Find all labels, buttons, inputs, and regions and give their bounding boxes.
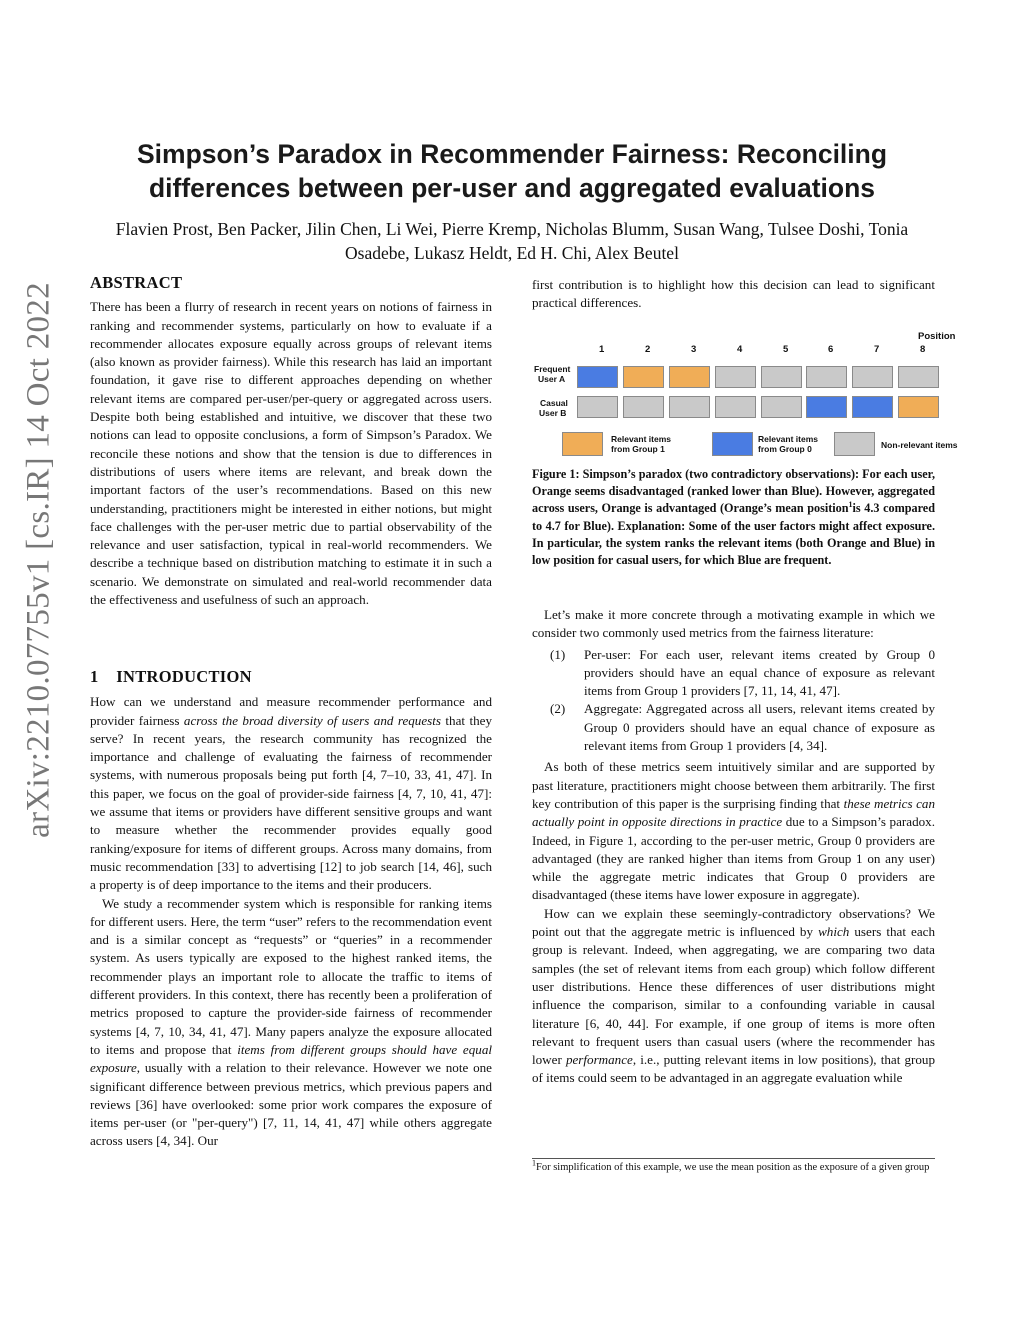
row-a-item-5-gray [761, 366, 802, 388]
right-column-top [532, 276, 935, 313]
row-b-item-7-blue [852, 396, 893, 418]
position-axis-label: Position [918, 331, 956, 342]
row-b-item-2-gray [623, 396, 664, 418]
position-label-7: 7 [874, 344, 880, 355]
row-b-item-5-gray [761, 396, 802, 418]
motivating-example: Let’s make it more concrete through a motivating example in which we consider two commonly used metrics from the fairness literature: [532, 607, 935, 641]
row-a-item-6-gray [806, 366, 847, 388]
list-item: (2) Aggregate: Aggregated across all users, relevant items created by Group 0 providers should have an equal chance of exposure as relevant items from Group 1 providers [4, 34]. [550, 701, 935, 754]
footnote [532, 1158, 935, 1175]
row-a-item-8-gray [898, 366, 939, 388]
row-a-item-7-gray [852, 366, 893, 388]
metric-list [532, 646, 935, 756]
footnote-ref: 1 [848, 500, 853, 510]
section-title: INTRODUCTION [116, 667, 252, 686]
row-a-label: Frequent User A [534, 364, 571, 384]
row-b-item-6-blue [806, 396, 847, 418]
introduction-heading [90, 668, 492, 686]
position-label-8: 8 [920, 344, 926, 355]
author-list: Flavien Prost, Ben Packer, Jilin Chen, Li Wei, Pierre Kremp, Nicholas Blumm, Susan Wang, Tulsee Doshi, Tonia Osadebe, Lukasz Heldt, Ed H. Chi, Alex Beutel [115, 219, 909, 263]
row-a-item-3-orange [669, 366, 710, 388]
introduction-section [90, 668, 492, 1151]
arxiv-id: arXiv:2210.07755v1 [cs.IR] 14 Oct 2022 [20, 282, 57, 838]
row-b-item-1-gray [577, 396, 618, 418]
footnote-mark: 1 [532, 1158, 536, 1168]
row-a-item-2-orange [623, 366, 664, 388]
row-b-label: Casual User B [539, 398, 568, 418]
right-column-body [532, 606, 935, 1088]
row-b-item-3-gray [669, 396, 710, 418]
right-paragraph-3: How can we explain these seemingly-contradictory observations? We point out that the aggregate metric is influenced by which users that each group is relevant. Indeed, when aggregating, we are comparing two data samples (the set of relevant items from each group) which follow different user distributions. Hence these differences of user distributions might influence the comparison, similar to a confounding variable in causal literature [6, 40, 44]. For example, if one group of items is more often relevant to frequent users than casual users (where the recommender has lower performance, i.e., putting relevant items in low positions), that group of items could seem to be advantaged in an aggregate evaluation while [532, 905, 935, 1086]
legend-swatch-orange [562, 432, 603, 456]
legend-label-blue: Relevant items from Group 0 [758, 434, 818, 454]
position-label-1: 1 [599, 344, 605, 355]
row-b-item-4-gray [715, 396, 756, 418]
figure-caption: Figure 1: Simpson’s paradox (two contradictory observations): For each user, Orange seems disadvantaged (ranked lower than Blue). However, aggregated across users, Orange is advantaged (Orange’s mean position$^1$is 4.3 compared to 4.7 for Blue). Explanation: Some of the user factors might affect exposure. In particular, the system ranks the relevant items (both Orange and Blue) in low position for casual users, for which Blue are frequent. [532, 467, 935, 568]
position-label-6: 6 [828, 344, 834, 355]
arxiv-stamp [16, 170, 62, 950]
footnote-text: For simplification of this example, we use the mean position as the exposure of a given group [536, 1162, 930, 1173]
contribution-text: first contribution is to highlight how this decision can lead to significant practical differences. [532, 277, 935, 311]
abstract-section [90, 274, 492, 609]
abstract-heading: ABSTRACT [90, 273, 183, 292]
position-label-2: 2 [645, 344, 651, 355]
position-label-3: 3 [691, 344, 697, 355]
legend-label-orange: Relevant items from Group 1 [611, 434, 671, 454]
list-item: (1) Per-user: For each user, relevant items created by Group 0 providers should have an equal chance of exposure as relevant items from Group 1 providers [7, 11, 14, 41, 47]. [550, 646, 935, 699]
position-label-5: 5 [783, 344, 789, 355]
intro-paragraph-1: How can we understand and measure recommender performance and provider fairness across the broad diversity of users and requests that they serve? In recent years, the research community has recognized the importance and challenge of evaluating the fairness of recommender systems, with numerous proposals being put forth [4, 7–10, 33, 41, 47]. In this paper, we focus on the goal of provider-side fairness [4, 7, 10, 41, 47]: we assume that items or providers have different sensitive groups and want to measure whether the recommender provides equally good ranking/exposure for items of different groups. Across many domains, from music recommendation [33] to advertising [12] to job search [14, 46], such a property is of deep importance to the items and their producers. [90, 694, 492, 893]
row-a-item-1-blue [577, 366, 618, 388]
legend-label-gray: Non-relevant items [881, 440, 958, 450]
intro-paragraph-2: We study a recommender system which is responsible for ranking items for different users. Here, the term “user” refers to the recommendation event and is a similar concept as “requests” or “queries” in a recommender system. As users typically are exposed to the highest ranked items, the recommender plays an important role to allocate the traffic to items of different providers. In this context, there has recently been a proliferation of metrics proposed to capture the provider-side fairness of recommender systems [4, 7, 10, 34, 41, 47]. Many papers analyze the exposure allocated to items and propose that items from different groups should have equal exposure, usually with a relation to their relevance. However we note one significant difference between previous metrics, which previous papers and reviews [36] have overlooked: some prior work compares the exposure of items per-user (or "per-query") [7, 11, 14, 41, 47] while others aggregate across users [4, 34]. Our [90, 895, 492, 1149]
section-number: 1 [90, 667, 99, 686]
position-label-4: 4 [737, 344, 743, 355]
abstract-text: There has been a flurry of research in recent years on notions of fairness in ranking and recommender systems, particularly on how to evaluate if a recommender allocates exposure equally across groups of relevant items (also known as provider fairness). While this research has laid an important foundation, it gave rise to different approaches depending on whether relevant items are compared per-user/per-query or aggregated across users. Despite both being established and intuitive, we discover that these two notions can lead to opposite conclusions, a form of Simpson’s Paradox. We reconcile these notions and show that the tension is due to differences in distributions of users where items are relevant, and break down the important factors of the user’s recommendations. Based on this new understanding, practitioners might be interested in either notions, but might face challenges with the per-user metric due to partial observability of the relevance and user satisfaction, typical in real-world recommenders. We describe a technique based on distribution matching to estimate it in such a scenario. We demonstrate on simulated and real-world recommender data the effectiveness and usefulness of such an approach. [90, 299, 492, 608]
paper-title: Simpson’s Paradox in Recommender Fairness: Reconciling differences between per-user and aggregated evaluations [136, 139, 888, 203]
legend-swatch-blue [712, 432, 753, 456]
right-paragraph-2: As both of these metrics seem intuitively similar and are supported by past literature, practitioners might choose between them arbitrarily. The first key contribution of this paper is the surprising finding that these metrics can actually point in opposite directions in practice due to a Simpson’s paradox. Indeed, in Figure 1, according to the per-user metric, Group 0 providers are advantaged (they are ranked higher than items from Group 1 on any user) while the aggregate metric indicates that Group 0 providers are disadvantaged (these items have lower exposure in aggregate). [532, 759, 935, 903]
row-b-item-8-orange [898, 396, 939, 418]
legend-swatch-gray [834, 432, 875, 456]
figure-1 [532, 330, 962, 460]
row-a-item-4-gray [715, 366, 756, 388]
